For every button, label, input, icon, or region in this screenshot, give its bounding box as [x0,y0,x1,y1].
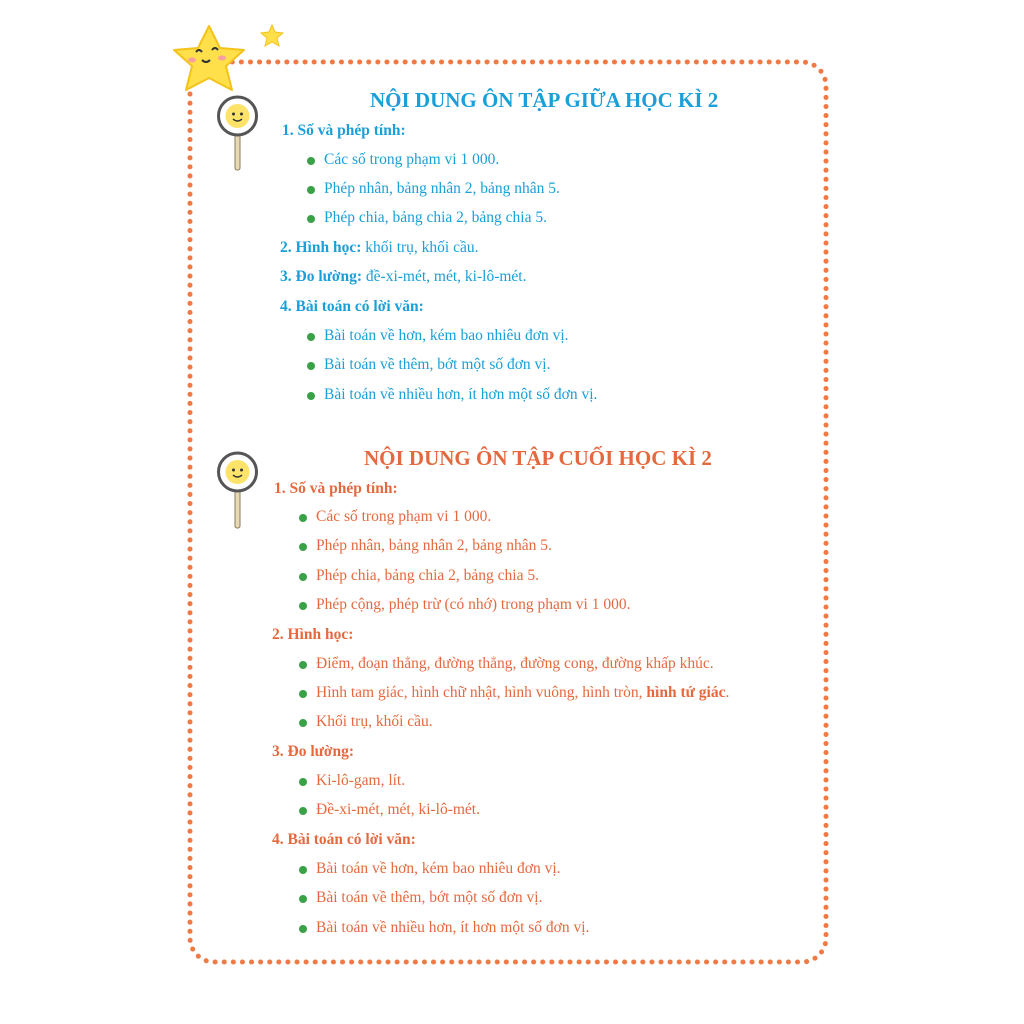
endterm-heading-3: 3. Đo lường: [272,743,355,760]
bullet-icon [307,333,315,341]
bullet-icon [307,186,315,194]
bullet-icon [299,925,307,933]
midterm-heading-2-text: khối trụ, khối cầu. [361,239,479,256]
bullet-icon [299,807,307,815]
endterm-item-bold-text: hình tứ giác [646,684,726,701]
endterm-item: Phép nhân, bảng nhân 2, bảng nhân 5. [316,537,552,554]
endterm-item: Ki-lô-gam, lít. [316,772,406,789]
endterm-item: Bài toán về nhiều hơn, ít hơn một số đơn vị. [316,919,590,936]
endterm-item: Đề-xi-mét, mét, ki-lô-mét. [316,801,480,818]
endterm-item [316,683,729,703]
midterm-item: Phép nhân, bảng nhân 2, bảng nhân 5. [324,180,560,197]
bullet-icon [299,778,307,786]
endterm-item: Bài toán về thêm, bớt một số đơn vị. [316,889,543,906]
midterm-item: Bài toán về thêm, bớt một số đơn vị. [324,356,551,373]
endterm-item: Bài toán về hơn, kém bao nhiêu đơn vị. [316,860,561,877]
midterm-heading-1: 1. Số và phép tính: [282,122,406,139]
midterm-item: Các số trong phạm vi 1 000. [324,151,500,168]
bullet-icon [307,215,315,223]
endterm-item: Điểm, đoạn thẳng, đường thẳng, đường cong, đường khấp khúc. [316,655,714,672]
endterm-item: Khối trụ, khối cầu. [316,713,433,730]
bullet-icon [299,690,307,698]
midterm-heading-2 [280,238,478,258]
midterm-heading-3-label: 3. Đo lường: [280,268,363,285]
star-mascot-icon [162,20,252,100]
bullet-icon [299,719,307,727]
small-star-icon [260,24,284,48]
lollipop-icon [215,450,261,530]
midterm-item: Phép chia, bảng chia 2, bảng chia 5. [324,209,547,226]
bullet-icon [307,157,315,165]
endterm-item: Các số trong phạm vi 1 000. [316,508,492,525]
endterm-heading-1: 1. Số và phép tính: [274,480,398,497]
bullet-icon [299,895,307,903]
bullet-icon [299,602,307,610]
lollipop-icon [215,94,261,174]
endterm-heading-4: 4. Bài toán có lời văn: [272,831,416,848]
bullet-icon [299,866,307,874]
bullet-icon [299,661,307,669]
endterm-item-period: . [725,684,730,701]
bullet-icon [299,514,307,522]
endterm-heading-2: 2. Hình học: [272,626,354,643]
midterm-title: NỘI DUNG ÔN TẬP GIỮA HỌC KÌ 2 [370,88,719,112]
endterm-title: NỘI DUNG ÔN TẬP CUỐI HỌC KÌ 2 [364,446,712,470]
endterm-item-text: Hình tam giác, hình chữ nhật, hình vuông, hình tròn, [316,684,647,701]
endterm-item: Phép chia, bảng chia 2, bảng chia 5. [316,567,539,584]
bullet-icon [307,392,315,400]
midterm-item: Bài toán về hơn, kém bao nhiêu đơn vị. [324,327,569,344]
midterm-item: Bài toán về nhiều hơn, ít hơn một số đơn vị. [324,386,598,403]
midterm-heading-4: 4. Bài toán có lời văn: [280,298,424,315]
bullet-icon [299,573,307,581]
midterm-heading-3-text: đề-xi-mét, mét, ki-lô-mét. [362,268,527,285]
bullet-icon [299,543,307,551]
midterm-heading-3 [280,267,526,287]
endterm-item: Phép cộng, phép trừ (có nhớ) trong phạm vi 1 000. [316,596,631,613]
bullet-icon [307,362,315,370]
midterm-heading-2-label: 2. Hình học: [280,239,362,256]
